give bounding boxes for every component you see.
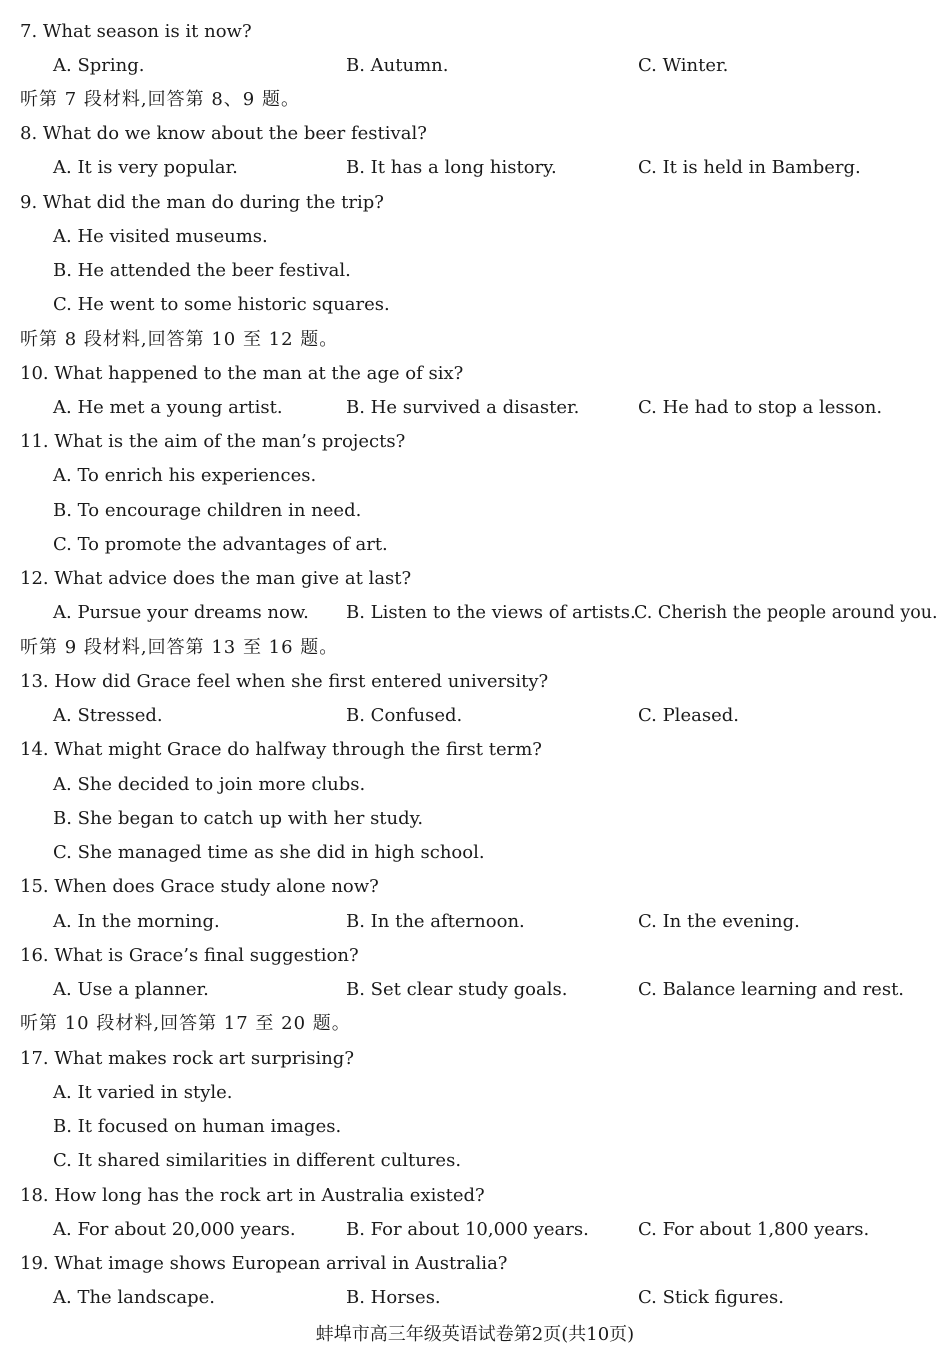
- option-b: B. In the afternoon.: [346, 911, 525, 932]
- section-7-heading: 听第 7 段材料,回答第 8、9 题。: [20, 89, 300, 110]
- question-8-stem: 8. What do we know about the beer festival?: [20, 123, 427, 144]
- option-c: C. Cherish the people around you.: [634, 603, 938, 623]
- option-a: A. It varied in style.: [53, 1082, 233, 1103]
- question-7-stem: 7. What season is it now?: [20, 21, 252, 42]
- question-14-stem: 14. What might Grace do halfway through the first term?: [20, 739, 542, 760]
- option-c: C. Winter.: [638, 55, 729, 76]
- option-a: A. He met a young artist.: [53, 397, 283, 418]
- option-a: A. For about 20,000 years.: [53, 1219, 296, 1240]
- section-9-heading: 听第 9 段材料,回答第 13 至 16 题。: [20, 637, 339, 658]
- option-a: A. It is very popular.: [53, 157, 238, 178]
- page-footer: 蚌埠市高三年级英语试卷第2页(共10页): [315, 1324, 635, 1345]
- option-c: C. He went to some historic squares.: [53, 294, 390, 315]
- option-a: A. The landscape.: [53, 1287, 215, 1308]
- option-a: A. She decided to join more clubs.: [53, 774, 366, 795]
- option-a: A. To enrich his experiences.: [53, 465, 317, 486]
- option-b: B. Autumn.: [346, 55, 449, 76]
- option-c: C. He had to stop a lesson.: [638, 397, 883, 418]
- option-a: A. Use a planner.: [53, 979, 209, 1000]
- option-c: C. To promote the advantages of art.: [53, 534, 388, 555]
- option-a: A. Spring.: [53, 55, 145, 76]
- option-c: C. It shared similarities in different cultures.: [53, 1150, 462, 1171]
- question-13-stem: 13. How did Grace feel when she first entered university?: [20, 671, 549, 692]
- option-b: B. For about 10,000 years.: [346, 1219, 589, 1240]
- section-8-heading: 听第 8 段材料,回答第 10 至 12 题。: [20, 329, 339, 350]
- question-11-stem: 11. What is the aim of the man’s projects?: [20, 431, 406, 452]
- option-b: B. Horses.: [346, 1287, 441, 1308]
- option-b: B. He survived a disaster.: [346, 397, 580, 418]
- option-b: B. Confused.: [346, 705, 463, 726]
- question-10-stem: 10. What happened to the man at the age of six?: [20, 363, 464, 384]
- option-b: B. To encourage children in need.: [53, 500, 362, 521]
- option-c: C. In the evening.: [638, 911, 800, 932]
- question-12-stem: 12. What advice does the man give at last?: [20, 568, 412, 589]
- option-a: A. In the morning.: [53, 911, 220, 932]
- option-c: C. Stick figures.: [638, 1287, 784, 1308]
- option-b: B. Set clear study goals.: [346, 979, 568, 1000]
- option-c: C. Balance learning and rest.: [638, 979, 905, 1000]
- option-c: C. She managed time as she did in high school.: [53, 842, 485, 863]
- option-c: C. It is held in Bamberg.: [638, 157, 861, 178]
- question-9-stem: 9. What did the man do during the trip?: [20, 192, 384, 213]
- option-a: A. Stressed.: [53, 705, 163, 726]
- option-b: B. She began to catch up with her study.: [53, 808, 424, 829]
- option-b: B. Listen to the views of artists.: [346, 602, 636, 623]
- section-10-heading: 听第 10 段材料,回答第 17 至 20 题。: [20, 1013, 351, 1034]
- option-c: C. Pleased.: [638, 705, 739, 726]
- option-a: A. He visited museums.: [53, 226, 268, 247]
- question-19-stem: 19. What image shows European arrival in Australia?: [20, 1253, 508, 1274]
- question-15-stem: 15. When does Grace study alone now?: [20, 876, 379, 897]
- question-17-stem: 17. What makes rock art surprising?: [20, 1048, 354, 1069]
- option-a: A. Pursue your dreams now.: [53, 602, 309, 623]
- option-b: B. It focused on human images.: [53, 1116, 342, 1137]
- option-b: B. He attended the beer festival.: [53, 260, 351, 281]
- question-16-stem: 16. What is Grace’s final suggestion?: [20, 945, 359, 966]
- option-c: C. For about 1,800 years.: [638, 1219, 870, 1240]
- option-b: B. It has a long history.: [346, 157, 557, 178]
- question-18-stem: 18. How long has the rock art in Australia existed?: [20, 1185, 485, 1206]
